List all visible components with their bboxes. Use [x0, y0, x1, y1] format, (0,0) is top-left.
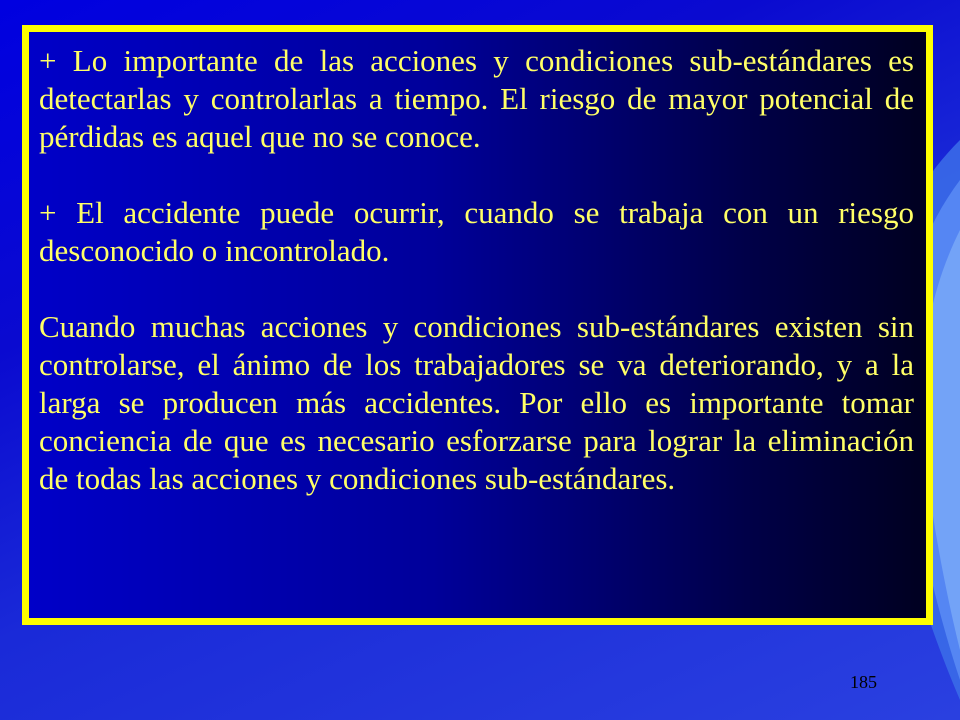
paragraph-detection: + Lo importante de las acciones y condiciones sub-estándares es detectarlas y controlarlas a tiempo. El riesgo de mayor potencial de pérdidas es aquel que no se conoce.: [39, 43, 914, 154]
paragraph-conclusion: Cuando muchas acciones y condiciones sub-estándares existen sin controlarse, el ánimo de los trabajadores se va deteriorando, y a la larga se producen más accidentes. Por ello es importante tomar conciencia de que es necesario esforzarse para lograr la eliminación de todas las acciones y condiciones sub-estándares.: [39, 309, 914, 496]
paragraph-spacer: [39, 156, 914, 194]
slide-text-frame: [22, 25, 933, 625]
paragraph-spacer: [39, 270, 914, 308]
page-number: 185: [850, 672, 877, 692]
paragraph-accident: + El accidente puede ocurrir, cuando se trabaja con un riesgo desconocido o incontrolado.: [39, 195, 914, 268]
